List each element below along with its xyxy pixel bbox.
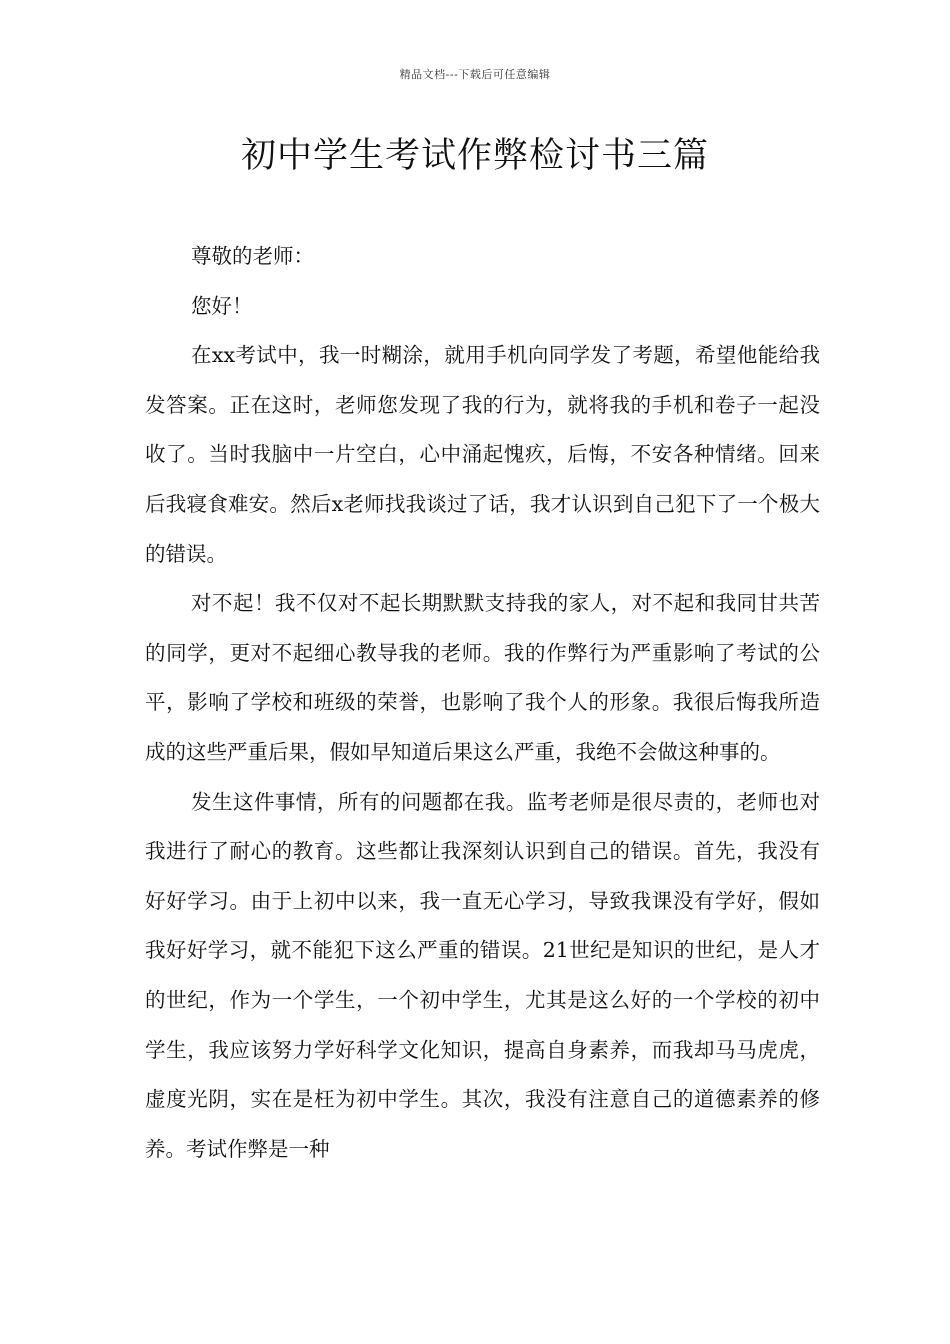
salutation: 尊敬的老师： xyxy=(191,244,314,268)
greeting: 您好！ xyxy=(191,293,253,318)
paragraph: 对不起！我不仅对不起长期默默支持我的家人，对不起和我同甘共苦的同学，更对不起细心教导我的老师。我的作弊行为严重影响了考试的公平，影响了学校和班级的荣誉，也影响了我个人的形象。我很后悔我所造成的这些严重后果，假如早知道后果这么严重，我绝不会做这种事的。 xyxy=(145,591,820,764)
document-title: 初中学生考试作弊检讨书三篇 xyxy=(240,136,709,176)
document-body xyxy=(145,232,820,1174)
paragraph: 发生这件事情，所有的问题都在我。监考老师是很尽责的，老师也对我进行了耐心的教育。这些都让我深刻认识到自己的错误。首先，我没有好好学习。由于上初中以来，我一直无心学习，导致我课没有学好，假如我好好学习，就不能犯下这么严重的错误。21世纪是知识的世纪，是人才的世纪，作为一个学生，一个初中学生，尤其是这么好的一个学校的初中学生，我应该努力学好科学文化知识，提高自身素养，而我却马马虎虎，虚度光阴，实在是枉为初中学生。其次，我没有注意自己的道德素养的修养。考试作弊是一种 xyxy=(145,789,820,1161)
header-note: 精品文档---下载后可任意编辑 xyxy=(399,68,551,81)
paragraph: 在xx考试中，我一时糊涂，就用手机向同学发了考题，希望他能给我发答案。正在这时，老师您发现了我的行为，就将我的手机和卷子一起没收了。当时我脑中一片空白，心中涌起愧疚，后悔，不安各种情绪。回来后我寝食难安。然后x老师找我谈过了话，我才认识到自己犯下了一个极大的错误。 xyxy=(145,343,820,566)
